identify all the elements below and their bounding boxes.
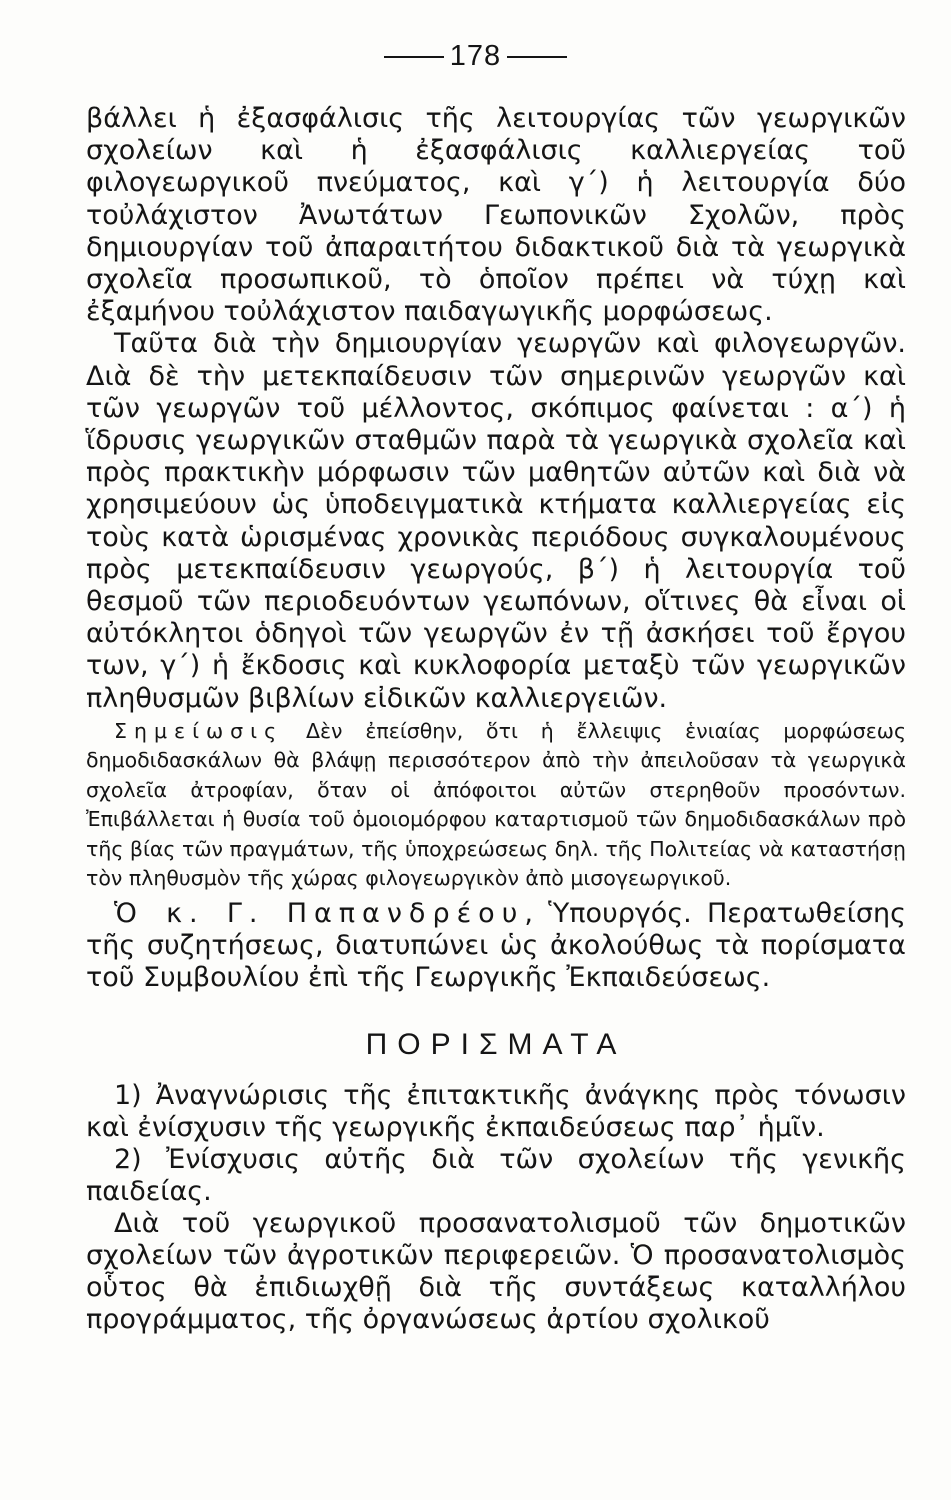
header-dash-right [507, 56, 567, 58]
note-text: Δὲν ἐπείσθην, ὅτι ἡ ἔλλειψις ἑνιαίας μορφώσεως δημοδιδασκάλων θὰ βλάψῃ περισσότερον ἀπὸ τὴν ἀπειλοῦσαν τὰ γεωργικὰ σχολεῖα ἀτροφίαν, ὅταν οἱ ἀπόφοιτοι αὐτῶν στερηθοῦν προσόντων. Ἐπιβάλλεται ἡ θυσία τοῦ ὁμοιομόρφου καταρτισμοῦ τῶν δημοδιδασκάλων πρὸ τῆς βίας τῶν πραγμάτων, τῆς ὑποχρεώσεως δηλ. τῆς Πολιτείας νὰ καταστήσῃ τὸν πληθυσμὸν τῆς χώρας φιλογεωργικὸν ἀπὸ μισογεωργικοῦ. [86, 718, 906, 891]
paragraph-further-training: Ταῦτα διὰ τὴν δημιουργίαν γεωργῶν καὶ φιλογεωργῶν. Διὰ δὲ τὴν μετεκπαίδευσιν τῶν σημερινῶν γεωργῶν καὶ τῶν γεωργῶν τοῦ μέλλοντος, σκόπιμος φαίνεται : α΄) ἡ ἵδρυσις γεωργικῶν σταθμῶν παρὰ τὰ γεωργικὰ σχολεῖα καὶ πρὸς πρακτικὴν μόρφωσιν τῶν μαθητῶν αὐτῶν καὶ διὰ νὰ χρησιμεύουν ὡς ὑποδειγματικὰ κτήματα καλλιεργείας εἰς τοὺς κατὰ ὡρισμένας χρονικὰς περιόδους συγκαλουμένους πρὸς μετεκπαίδευσιν γεωργούς, β΄) ἡ λειτουργία τοῦ θεσμοῦ τῶν περιοδευόντων γεωπόνων, οἵτινες θὰ εἶναι οἱ αὐτόκλητοι ὁδηγοὶ τῶν γεωργῶν ἐν τῇ ἀσκήσει τοῦ ἔργου των, γ΄) ἡ ἔκδοσις καὶ κυκλοφορία μεταξὺ τῶν γεωργικῶν πληθυσμῶν βιβλίων εἰδικῶν καλλιεργειῶν. [86, 328, 906, 714]
conclusion-text: Ἐνίσχυσις αὐτῆς διὰ τῶν σχολείων τῆς γενικῆς παιδείας. [86, 1143, 906, 1207]
conclusion-item [86, 1144, 906, 1208]
speaker-name: Ὁ κ. Γ. Παπανδρέου [114, 897, 525, 929]
note-paragraph [86, 717, 906, 894]
page-body [86, 103, 906, 1336]
speaker-paragraph [86, 898, 906, 994]
conclusion-number: 2) [114, 1143, 142, 1175]
page-header [0, 40, 951, 73]
paragraph-continuation: βάλλει ἡ ἐξασφάλισις τῆς λειτουργίας τῶν γεωργικῶν σχολείων καὶ ἡ ἐξασφάλισις καλλιεργείας τοῦ φιλογεωργικοῦ πνεύματος, καὶ γ΄) ἡ λειτουργία δύο τοὐλάχιστον Ἀνωτάτων Γεωπονικῶν Σχολῶν, πρὸς δημιουργίαν τοῦ ἀπαραιτήτου διδακτικοῦ διὰ τὰ γεωργικὰ σχολεῖα προσωπικοῦ, τὸ ὁποῖον πρέπει νὰ τύχῃ καὶ ἐξαμήνου τοὐλάχιστον παιδαγωγικῆς μορφώσεως. [86, 103, 906, 328]
note-label: Σημείωσις [114, 718, 284, 743]
section-title: ΠΟΡΙΣΜΑΤΑ [365, 1027, 627, 1061]
conclusion-item [86, 1080, 906, 1144]
speaker-text: , Ὑπουργός. Περατωθείσης τῆς συζητήσεως, διατυπώνει ὡς ἀκολούθως τὰ πορίσματα τοῦ Συμβουλίου ἐπὶ τῆς Γεωργικῆς Ἐκπαιδεύσεως. [86, 897, 906, 993]
conclusion-number: 1) [114, 1079, 142, 1111]
header-dash-left [384, 56, 444, 58]
final-paragraph: Διὰ τοῦ γεωργικοῦ προσανατολισμοῦ τῶν δημοτικῶν σχολείων τῶν ἀγροτικῶν περιφερειῶν. Ὁ προσανατολισμὸς οὗτος θὰ ἐπιδιωχθῇ διὰ τῆς συντάξεως καταλλήλου προγράμματος, τῆς ὀργανώσεως ἀρτίου σχολικοῦ [86, 1207, 906, 1335]
conclusion-text: Ἀναγνώρισις τῆς ἐπιτακτικῆς ἀνάγκης πρὸς τόνωσιν καὶ ἐνίσχυσιν τῆς γεωργικῆς ἐκπαιδεύσεως παρ᾽ ἡμῖν. [86, 1079, 906, 1143]
page-number: 178 [449, 40, 502, 72]
